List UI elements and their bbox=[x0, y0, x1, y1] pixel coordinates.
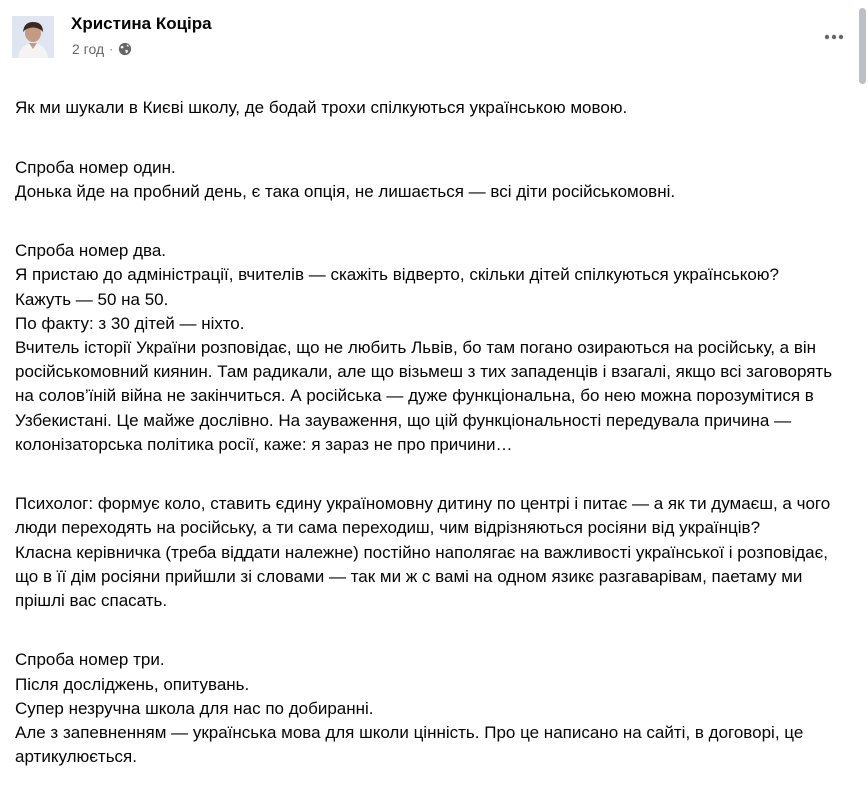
scrollbar[interactable] bbox=[856, 0, 868, 690]
post-paragraph: Як ми шукали в Києві школу, де бодай трохи спілкуються українською мовою. bbox=[15, 98, 628, 118]
author-avatar[interactable] bbox=[12, 16, 54, 58]
meta-separator: · bbox=[109, 42, 114, 56]
post-header bbox=[0, 0, 868, 68]
post-paragraph: Психолог: формує коло, ставить єдину україномовну дитину по центрі і питає — а як ти думаєш, а чого люди переходять на російську, а ти сама переходиш, чим відрізняються росіяни від українців? Класна керівничка (треба віддати належне) постійно наполягає на важливості української і розповідає, що в її дім росіяни прийшли зі словами — так ми ж с вамі на одном язикє разгаварівам, паетаму ми прішлі вас спасать. bbox=[15, 494, 831, 611]
post-meta bbox=[72, 40, 132, 58]
author-name[interactable]: Христина Коціра bbox=[71, 14, 212, 33]
post-paragraph: Спроба номер один. Донька йде на пробний день, є така опція, не лишається — всі діти російськомовні. bbox=[15, 157, 676, 201]
post-timestamp[interactable]: 2 год bbox=[72, 41, 105, 57]
avatar-image bbox=[12, 16, 54, 58]
post-text bbox=[15, 72, 845, 805]
globe-icon[interactable] bbox=[118, 42, 132, 56]
more-options-button[interactable] bbox=[816, 20, 852, 52]
scrollbar-thumb[interactable] bbox=[859, 8, 866, 84]
post-paragraph: Спроба номер три. Після досліджень, опитувань. Супер незручна школа для нас по добиранні. Але з запевненням — українська мова для школи цінність. Про це написано на сайті, в договорі, це артикулюється. bbox=[15, 650, 804, 767]
more-horizontal-icon bbox=[824, 27, 844, 45]
post-paragraph: Спроба номер два. Я пристаю до адміністрації, вчителів — скажіть відверто, скільки дітей спілкуються українською? Кажуть — 50 на 50. По факту: з 30 дітей — ніхто. Вчитель історії України розповідає, що не любить Львів, бо там погано озираються на російську, а він російськомовний киянин. Там радикали, але що візьмеш з тих западенців і взагалі, якщо всі заговорять на солов’їній війна не закінчиться. А російська — дуже функціональна, бо нею можна порозумітися в Узбекистані. Це майже дослівно. На зауваження, що цій функціональності передувала причина — колонізаторська політика росії, каже: я зараз не про причини… bbox=[15, 241, 833, 454]
